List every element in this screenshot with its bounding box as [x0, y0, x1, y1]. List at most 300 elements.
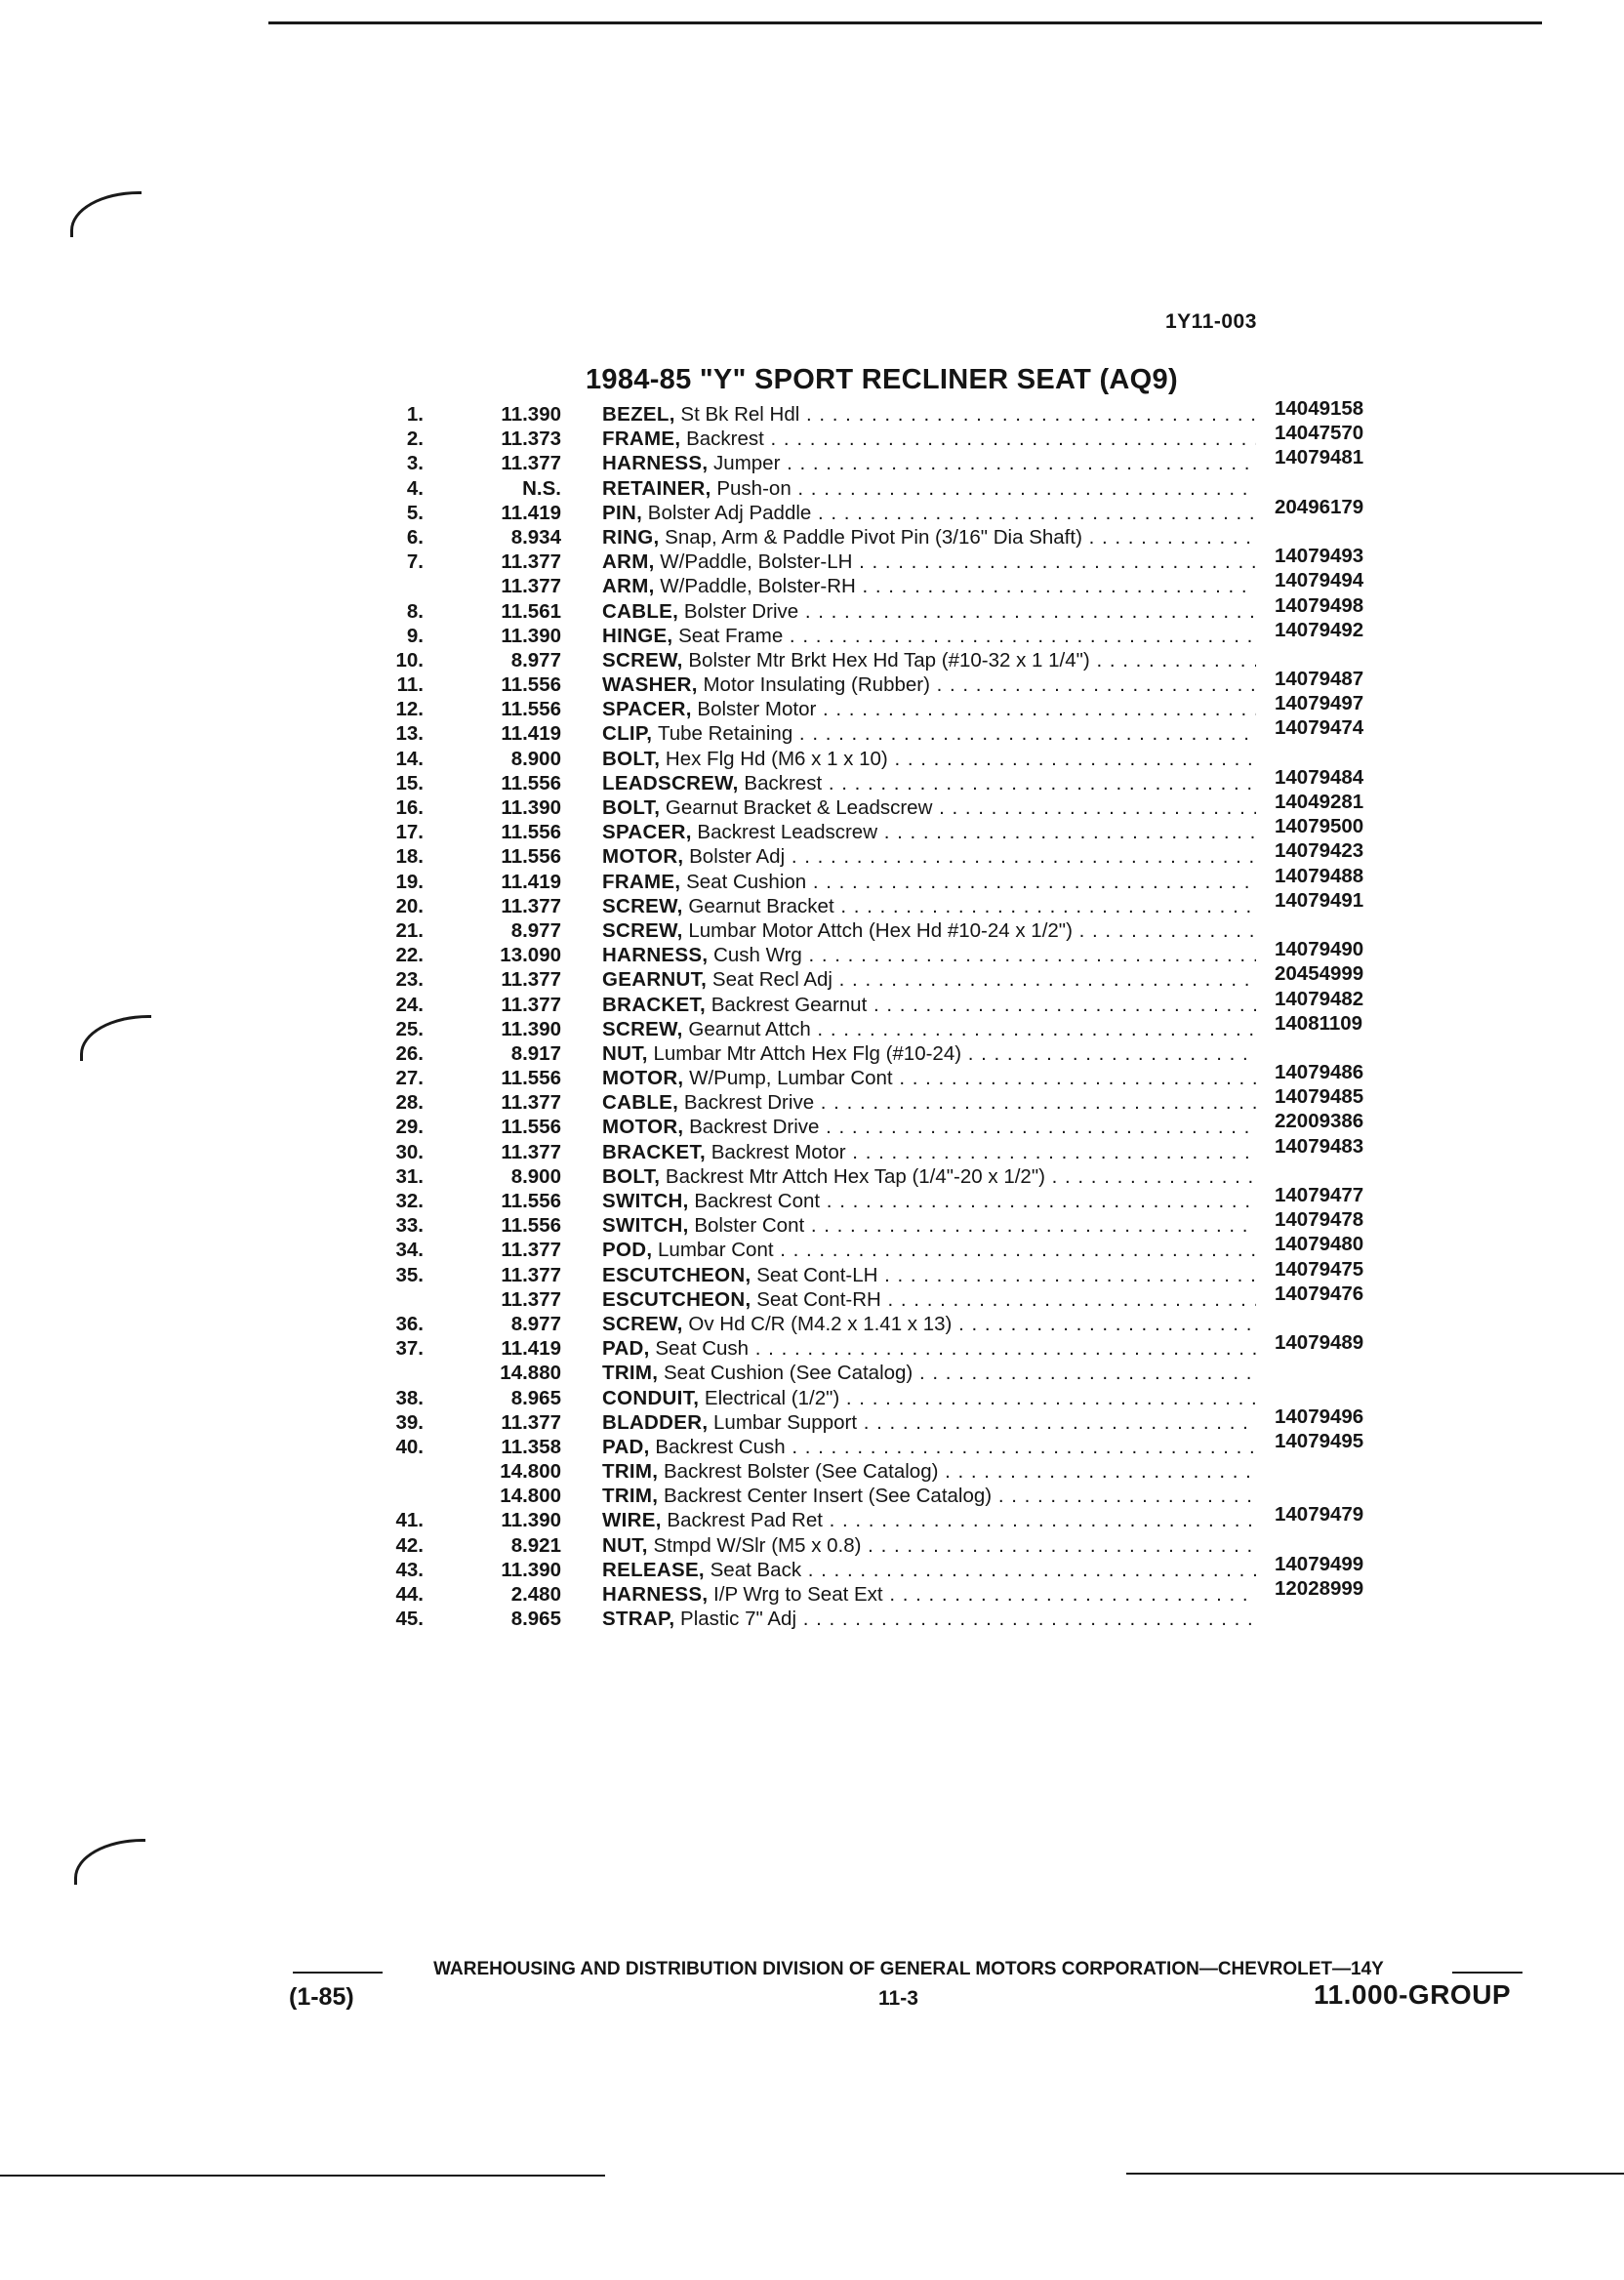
bottom-rule-left [0, 2175, 605, 2177]
part-description [602, 648, 1256, 672]
group-number: 14.800 [500, 1460, 561, 1484]
part-row [0, 1331, 1624, 1361]
group-number: 11.419 [501, 501, 561, 524]
part-number: 14079500 [1271, 814, 1401, 838]
group-number: 11.377 [501, 1263, 561, 1286]
part-detail: Backrest Center Insert (See Catalog) [664, 1485, 993, 1508]
part-name: HARNESS, [602, 452, 709, 475]
part-name: MOTOR, [602, 845, 684, 869]
bottom-rule-right [1126, 2173, 1624, 2175]
part-number: 12028999 [1271, 1576, 1401, 1601]
group-number: 11.390 [501, 1017, 561, 1040]
item-number: 21. [395, 918, 424, 942]
item-number: 7. [406, 550, 424, 574]
part-detail: Seat Cont-RH [756, 1287, 881, 1311]
part-detail: Seat Back [710, 1558, 802, 1581]
item-number: 45. [395, 1608, 424, 1631]
part-name: SPACER, [602, 698, 692, 721]
part-row [0, 1503, 1624, 1532]
footer-division [293, 1959, 1524, 1980]
group-number: 11.377 [501, 1091, 561, 1115]
part-name: CONDUIT, [602, 1386, 700, 1409]
group-number: 8.917 [510, 1041, 561, 1065]
part-row [0, 446, 1624, 475]
part-description [602, 624, 1256, 648]
part-name: SWITCH, [602, 1190, 689, 1212]
part-description [602, 1508, 1256, 1532]
group-number: 11.377 [501, 1140, 561, 1163]
part-description [602, 501, 1256, 525]
part-detail: Bolster Adj [689, 845, 786, 869]
part-row [0, 1577, 1624, 1607]
part-description [602, 1066, 1256, 1090]
part-name: BEZEL, [602, 403, 675, 426]
part-name: POD, [602, 1239, 653, 1262]
part-detail: Bolster Cont [694, 1214, 805, 1238]
part-name: FRAME, [602, 870, 681, 893]
group-number: 11.556 [501, 771, 561, 794]
item-number: 42. [395, 1533, 424, 1557]
item-number: 24. [395, 993, 424, 1016]
group-number: 11.377 [501, 894, 561, 917]
item-number: 40. [395, 1435, 424, 1458]
part-number: 14049281 [1271, 790, 1401, 814]
part-number: 14079489 [1271, 1330, 1401, 1355]
part-description [602, 1115, 1256, 1139]
part-row [0, 1607, 1624, 1631]
group-number: 8.900 [510, 747, 561, 770]
group-number: 11.390 [501, 1509, 561, 1532]
group-number: 8.977 [510, 648, 561, 672]
part-number: 14079492 [1271, 618, 1401, 642]
part-description [602, 697, 1256, 721]
item-number: 19. [395, 870, 424, 893]
part-description [602, 1582, 1256, 1607]
hole-punch-mark [74, 1839, 145, 1885]
group-number: 11.377 [501, 575, 561, 598]
group-number: 11.556 [501, 845, 561, 869]
part-description [602, 1213, 1256, 1238]
part-description [602, 1607, 1256, 1631]
part-detail: Lumbar Motor Attch (Hex Hd #10-24 x 1/2") [688, 918, 1073, 942]
part-number: 14079488 [1271, 864, 1401, 888]
group-number: N.S. [522, 476, 561, 500]
part-description [602, 1533, 1256, 1558]
part-detail: W/Pump, Lumbar Cont [689, 1067, 893, 1090]
part-description [602, 525, 1256, 550]
part-number: 20454999 [1271, 961, 1401, 986]
part-row [0, 1282, 1624, 1312]
part-number: 14079487 [1271, 667, 1401, 691]
part-detail: Hex Flg Hd (M6 x 1 x 10) [665, 747, 888, 770]
part-row [0, 1134, 1624, 1164]
part-description [602, 1090, 1256, 1115]
part-name: PIN, [602, 501, 643, 524]
part-name: MOTOR, [602, 1116, 684, 1139]
part-description [602, 1558, 1256, 1582]
part-detail: Seat Recl Adj [711, 968, 832, 992]
group-number: 11.377 [501, 550, 561, 574]
part-name: HARNESS, [602, 1583, 709, 1606]
part-name: BOLT, [602, 1164, 661, 1188]
part-row [0, 716, 1624, 746]
part-description [602, 476, 1256, 501]
part-detail: Backrest Pad Ret [667, 1509, 823, 1532]
part-name: SCREW, [602, 1017, 683, 1040]
part-number: 14079483 [1271, 1134, 1401, 1159]
part-name: PAD, [602, 1435, 650, 1458]
part-description [602, 771, 1256, 795]
part-name: ESCUTCHEON, [602, 1287, 751, 1311]
item-number: 31. [395, 1164, 424, 1188]
part-number: 14079474 [1271, 715, 1401, 740]
group-number: 11.556 [501, 1214, 561, 1238]
part-detail: Backrest [686, 428, 764, 451]
group-number: 11.390 [501, 1558, 561, 1581]
part-detail: Lumbar Support [713, 1410, 858, 1434]
part-name: MOTOR, [602, 1067, 684, 1090]
part-name: SCREW, [602, 918, 683, 942]
part-number: 14079484 [1271, 765, 1401, 790]
group-number: 8.921 [510, 1533, 561, 1557]
item-number: 33. [395, 1214, 424, 1238]
part-name: BLADDER, [602, 1410, 709, 1434]
part-description [602, 402, 1256, 427]
item-number: 30. [395, 1140, 424, 1163]
part-name: PAD, [602, 1337, 650, 1361]
item-number: 37. [395, 1337, 424, 1361]
item-number: 25. [395, 1017, 424, 1040]
part-detail: Cush Wrg [713, 944, 802, 967]
part-description [602, 795, 1256, 820]
item-number: 8. [406, 599, 424, 623]
part-description [602, 1189, 1256, 1213]
part-name: CABLE, [602, 1091, 679, 1115]
part-name: WASHER, [602, 673, 698, 697]
part-description [602, 747, 1256, 771]
part-detail: Ov Hd C/R (M4.2 x 1.41 x 13) [688, 1312, 953, 1335]
part-number: 14079491 [1271, 888, 1401, 913]
item-number: 5. [406, 501, 424, 524]
part-detail: Lumbar Cont [658, 1239, 774, 1262]
part-name: BRACKET, [602, 993, 707, 1016]
part-name: GEARNUT, [602, 968, 708, 992]
part-number: 14047570 [1271, 421, 1401, 445]
part-name: CLIP, [602, 722, 653, 746]
part-description [602, 1459, 1256, 1484]
group-number: 8.900 [510, 1164, 561, 1188]
part-name: ARM, [602, 575, 655, 598]
part-number: 14079490 [1271, 937, 1401, 961]
part-name: BOLT, [602, 796, 661, 819]
part-detail: Backrest Mtr Attch Hex Tap (1/4"-20 x 1/2") [665, 1164, 1045, 1188]
part-number: 14079479 [1271, 1502, 1401, 1527]
part-detail: Backrest Cont [694, 1190, 821, 1212]
part-detail: Gearnut Bracket [688, 894, 834, 917]
part-detail: Backrest Drive [689, 1116, 820, 1139]
item-number: 3. [406, 452, 424, 475]
part-detail: W/Paddle, Bolster-RH [660, 575, 856, 598]
part-description [602, 599, 1256, 624]
item-number: 12. [395, 698, 424, 721]
part-row [0, 1429, 1624, 1459]
part-detail: Backrest [744, 771, 823, 794]
part-detail: Backrest Gearnut [710, 993, 868, 1016]
part-name: TRIM, [602, 1460, 659, 1484]
group-number: 11.373 [501, 428, 561, 451]
item-number: 14. [395, 747, 424, 770]
group-number: 8.977 [510, 918, 561, 942]
part-description [602, 894, 1256, 918]
footer-page-number: 11-3 [878, 1987, 918, 2010]
part-number: 14079498 [1271, 593, 1401, 618]
part-detail: Seat Frame [678, 624, 784, 647]
group-number: 11.377 [501, 1239, 561, 1262]
item-number: 15. [395, 771, 424, 794]
part-description [602, 820, 1256, 844]
group-number: 11.377 [501, 452, 561, 475]
item-number: 10. [395, 648, 424, 672]
part-detail: Motor Insulating (Rubber) [703, 673, 930, 697]
part-description [602, 1361, 1256, 1385]
part-description [602, 1017, 1256, 1041]
part-detail: Seat Cushion (See Catalog) [664, 1362, 914, 1385]
part-name: FRAME, [602, 428, 681, 451]
item-number: 39. [395, 1410, 424, 1434]
part-detail: Gearnut Bracket & Leadscrew [665, 796, 933, 819]
part-name: TRIM, [602, 1485, 659, 1508]
part-description [602, 1312, 1256, 1336]
part-number: 14079423 [1271, 838, 1401, 863]
item-number: 28. [395, 1091, 424, 1115]
part-description [602, 844, 1256, 869]
part-row [0, 1011, 1624, 1041]
part-detail: Seat Cush [655, 1337, 750, 1361]
item-number: 18. [395, 845, 424, 869]
part-number: 14079494 [1271, 568, 1401, 592]
part-name: NUT, [602, 1041, 648, 1065]
part-detail: Seat Cont-LH [756, 1263, 878, 1286]
part-description [602, 1484, 1256, 1508]
group-number: 11.377 [501, 1287, 561, 1311]
part-name: RING, [602, 525, 660, 549]
part-number: 14079496 [1271, 1405, 1401, 1429]
part-detail: Push-on [716, 476, 792, 500]
part-detail: Electrical (1/2") [704, 1386, 840, 1409]
group-number: 11.419 [501, 870, 561, 893]
group-number: 11.358 [501, 1435, 561, 1458]
part-row [0, 1361, 1624, 1385]
part-detail: Backrest Leadscrew [697, 821, 878, 844]
part-detail: Backrest Bolster (See Catalog) [664, 1460, 939, 1484]
group-number: 11.561 [501, 599, 561, 623]
group-number: 11.390 [501, 624, 561, 647]
document-code: 1Y11-003 [1165, 310, 1257, 333]
part-description [602, 870, 1256, 894]
item-number: 35. [395, 1263, 424, 1286]
part-detail: Seat Cushion [686, 870, 807, 893]
part-description [602, 918, 1256, 943]
item-number: 36. [395, 1312, 424, 1335]
item-number: 16. [395, 796, 424, 819]
part-description [602, 943, 1256, 967]
part-name: ARM, [602, 550, 655, 574]
part-detail: Jumper [713, 452, 781, 475]
part-detail: Tube Retaining [657, 722, 793, 746]
group-number: 14.800 [500, 1485, 561, 1508]
part-number: 14079486 [1271, 1060, 1401, 1084]
part-number: 20496179 [1271, 495, 1401, 519]
item-number: 43. [395, 1558, 424, 1581]
group-number: 11.419 [501, 722, 561, 746]
item-number: 34. [395, 1239, 424, 1262]
part-name: NUT, [602, 1533, 648, 1557]
group-number: 11.377 [501, 968, 561, 992]
part-detail: Stmpd W/Slr (M5 x 0.8) [653, 1533, 862, 1557]
part-number: 14079485 [1271, 1084, 1401, 1109]
part-description [602, 1140, 1256, 1164]
part-detail: Bolster Motor [697, 698, 817, 721]
part-name: LEADSCREW, [602, 771, 739, 794]
item-number: 17. [395, 821, 424, 844]
part-number: 14079482 [1271, 987, 1401, 1011]
part-description [602, 1410, 1256, 1435]
part-number: 22009386 [1271, 1109, 1401, 1133]
part-description [602, 427, 1256, 451]
part-detail: Lumbar Mtr Attch Hex Flg (#10-24) [653, 1041, 962, 1065]
part-description [602, 574, 1256, 598]
part-number: 14079477 [1271, 1183, 1401, 1207]
part-name: SCREW, [602, 1312, 683, 1335]
part-detail: Bolster Adj Paddle [647, 501, 812, 524]
group-number: 13.090 [500, 944, 561, 967]
group-number: 11.556 [501, 1116, 561, 1139]
part-detail: Bolster Mtr Brkt Hex Hd Tap (#10-32 x 1 1/4") [688, 648, 1090, 672]
item-number: 13. [395, 722, 424, 746]
part-number: 14079476 [1271, 1282, 1401, 1306]
group-number: 11.556 [501, 698, 561, 721]
item-number: 4. [406, 476, 424, 500]
item-number: 20. [395, 894, 424, 917]
part-row [0, 888, 1624, 918]
part-name: TRIM, [602, 1362, 659, 1385]
part-description [602, 1386, 1256, 1410]
footer-date: (1-85) [289, 1983, 354, 2011]
part-detail: W/Paddle, Bolster-LH [660, 550, 853, 574]
parts-list [0, 397, 1624, 1631]
part-number: 14079493 [1271, 544, 1401, 568]
part-description [602, 1263, 1256, 1287]
item-number: 1. [406, 403, 424, 426]
part-row [0, 1459, 1624, 1484]
page-title: 1984-85 "Y" SPORT RECLINER SEAT (AQ9) [586, 364, 1178, 395]
group-number: 11.556 [501, 821, 561, 844]
item-number: 32. [395, 1190, 424, 1212]
footer-group: 11.000-GROUP [1314, 1979, 1512, 2010]
item-number: 44. [395, 1583, 424, 1606]
group-number: 8.965 [510, 1608, 561, 1631]
part-name: SCREW, [602, 648, 683, 672]
part-name: RETAINER, [602, 476, 711, 500]
part-description [602, 1164, 1256, 1189]
group-number: 14.880 [500, 1362, 561, 1385]
item-number: 26. [395, 1041, 424, 1065]
group-number: 11.390 [501, 796, 561, 819]
item-number: 41. [395, 1509, 424, 1532]
item-number: 23. [395, 968, 424, 992]
part-detail: Plastic 7" Adj [680, 1608, 796, 1631]
part-description [602, 1336, 1256, 1361]
group-number: 8.934 [510, 525, 561, 549]
hole-punch-mark [70, 191, 142, 237]
part-description [602, 1435, 1256, 1459]
group-number: 11.390 [501, 403, 561, 426]
part-name: STRAP, [602, 1608, 675, 1631]
part-row [0, 495, 1624, 525]
item-number: 11. [396, 673, 424, 697]
part-number: 14079478 [1271, 1207, 1401, 1232]
part-name: HARNESS, [602, 944, 709, 967]
part-description [602, 1287, 1256, 1312]
part-name: BOLT, [602, 747, 661, 770]
item-number: 6. [406, 525, 424, 549]
item-number: 29. [395, 1116, 424, 1139]
group-number: 8.977 [510, 1312, 561, 1335]
part-name: WIRE, [602, 1509, 662, 1532]
part-number: 14079499 [1271, 1552, 1401, 1576]
part-description [602, 993, 1256, 1017]
part-description [602, 672, 1256, 697]
part-description [602, 1238, 1256, 1262]
part-name: CABLE, [602, 599, 679, 623]
part-name: SPACER, [602, 821, 692, 844]
part-detail: Backrest Motor [710, 1140, 846, 1163]
part-description [602, 550, 1256, 574]
group-number: 11.556 [501, 1067, 561, 1090]
item-number: 38. [395, 1386, 424, 1409]
part-number: 14049158 [1271, 396, 1401, 421]
part-number: 14079495 [1271, 1429, 1401, 1453]
part-detail: Backrest Cush [655, 1435, 786, 1458]
part-name: SWITCH, [602, 1214, 689, 1238]
group-number: 11.377 [501, 993, 561, 1016]
part-number: 14079497 [1271, 691, 1401, 715]
part-name: SCREW, [602, 894, 683, 917]
part-description [602, 1041, 1256, 1066]
item-number: 9. [406, 624, 424, 647]
part-description [602, 721, 1256, 746]
group-number: 11.556 [501, 1190, 561, 1212]
group-number: 8.965 [510, 1386, 561, 1409]
part-row [0, 618, 1624, 648]
part-number: 14079475 [1271, 1257, 1401, 1282]
part-name: HINGE, [602, 624, 673, 647]
item-number: 27. [395, 1067, 424, 1090]
group-number: 11.556 [501, 673, 561, 697]
part-detail: I/P Wrg to Seat Ext [713, 1583, 883, 1606]
part-detail: Gearnut Attch [688, 1017, 811, 1040]
part-detail: Snap, Arm & Paddle Pivot Pin (3/16" Dia Shaft) [665, 525, 1082, 549]
group-number: 2.480 [510, 1583, 561, 1606]
item-number: 2. [406, 428, 424, 451]
part-number: 14079480 [1271, 1232, 1401, 1256]
part-detail: St Bk Rel Hdl [680, 403, 800, 426]
group-number: 11.419 [501, 1337, 561, 1361]
footer-division-text: WAREHOUSING AND DISTRIBUTION DIVISION OF GENERAL MOTORS CORPORATION—CHEVROLET—14Y [427, 1959, 1390, 1979]
part-number: 14079481 [1271, 445, 1401, 469]
part-description [602, 967, 1256, 992]
part-name: ESCUTCHEON, [602, 1263, 751, 1286]
